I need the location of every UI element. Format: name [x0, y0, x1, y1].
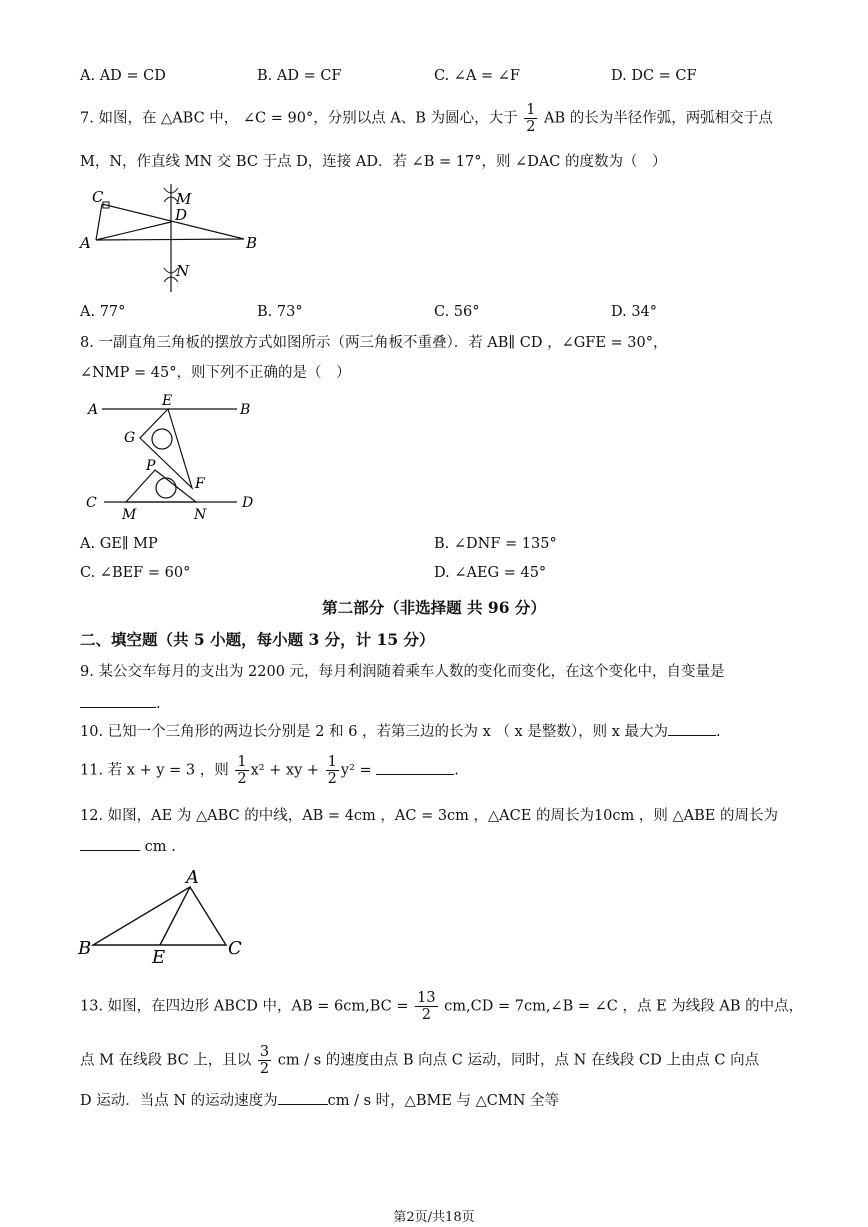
q7-option-d: D. 34° [611, 304, 658, 320]
q8-option-d: D. ∠AEG = 45° [434, 565, 547, 581]
q13-frac2-den: 2 [259, 1061, 270, 1077]
q7-label-b: B [246, 234, 258, 252]
q13-answer-blank [278, 1090, 328, 1105]
q11-text-mid2: y² = [340, 762, 372, 779]
q13-line-3 [80, 1090, 559, 1111]
q13-line-1 [80, 990, 803, 1023]
q8-label-c: C [86, 495, 97, 511]
q6-option-d: D. DC = CF [611, 68, 697, 84]
q7-frac-den: 2 [526, 119, 536, 135]
q13-frac1-den: 2 [421, 1007, 431, 1023]
q13-line3-post: cm / s 时，△BME 与 △CMN 全等 [327, 1093, 560, 1109]
part2-title: 第二部分（非选择题 共 96 分） [322, 598, 546, 617]
q8-figure [82, 392, 272, 524]
q11-frac1-den: 2 [237, 771, 247, 787]
q12-label-a: A [186, 867, 199, 888]
q6-option-a: A. AD = CD [80, 68, 166, 84]
q12-line-1: 12. 如图，AE 为 △ABC 的中线，AB = 4cm ，AC = 3cm ，△ACE 的周长为10cm ，则 △ABE 的周长为 [80, 808, 778, 824]
q12-triangle-abc [93, 887, 226, 945]
q10-end: . [716, 724, 721, 740]
q8-label-e: E [162, 393, 173, 409]
q11-fraction-1 [235, 754, 248, 787]
section2-title: 二、填空题（共 5 小题，每小题 3 分，计 15 分） [80, 630, 435, 649]
q6-option-b: B. AD = CF [257, 68, 342, 84]
q11-end: . [454, 762, 459, 779]
q13-line2-pre: 点 M 在线段 BC 上，且以 [80, 1052, 252, 1069]
q13-frac2-num: 3 [259, 1044, 270, 1060]
q7-label-a: A [80, 234, 91, 252]
q13-text-pre: 13. 如图，在四边形 ABCD 中，AB = 6cm,BC = [80, 998, 409, 1015]
q13-line-2 [80, 1044, 759, 1077]
q7-label-c: C [92, 188, 104, 206]
q6-option-c: C. ∠A = ∠F [434, 68, 520, 84]
q13-line3-pre: D 运动．当点 N 的运动速度为 [80, 1093, 278, 1109]
q13-fraction-2 [258, 1044, 271, 1077]
q8-line-2: ∠NMP = 45°，则下列不正确的是（ ） [80, 365, 351, 381]
q8-option-c: C. ∠BEF = 60° [80, 565, 191, 581]
q7-figure [78, 182, 278, 294]
q12-label-c: C [228, 938, 242, 959]
q8-line-1: 8. 一副直角三角板的摆放方式如图所示（两三角板不重叠）．若 AB∥ CD ，∠GFE = 30°， [80, 335, 668, 351]
q8-label-d: D [242, 495, 254, 511]
q7-option-a: A. 77° [80, 304, 126, 320]
q8-label-a: A [88, 402, 99, 418]
q9-end: . [156, 696, 161, 712]
q11-text-pre: 11. 若 x + y = 3 ，则 [80, 762, 229, 779]
q7-fraction [524, 102, 537, 135]
q10-line [80, 721, 721, 742]
q13-frac1-num: 13 [417, 990, 436, 1006]
q8-hole-upper [152, 429, 172, 449]
q8-label-b: B [240, 402, 251, 418]
q11-fraction-2 [326, 754, 339, 787]
q9-line-1: 9. 某公交车每月的支出为 2200 元，每月利润随着乘车人数的变化而变化，在这个变化中，自变量是 [80, 664, 725, 680]
q8-hole-lower [156, 478, 176, 498]
q11-answer-blank [376, 760, 454, 775]
q8-label-g: G [124, 430, 136, 446]
q12-answer-blank [80, 836, 140, 851]
q7-label-m: M [176, 190, 192, 208]
q12-unit: cm . [144, 839, 176, 855]
q12-label-b: B [78, 938, 92, 959]
q7-frac-num: 1 [526, 102, 536, 118]
q10-answer-blank [668, 721, 716, 736]
q11-frac2-num: 1 [327, 754, 337, 770]
q8-label-f: F [195, 476, 205, 492]
q7-side-ab [96, 239, 244, 240]
q7-line-1 [80, 102, 773, 135]
q9-answer-blank [80, 693, 156, 708]
q10-text: 10. 已知一个三角形的两边长分别是 2 和 6 ，若第三边的长为 x （ x 是整数），则 x 最大为 [80, 724, 668, 740]
q9-line-2 [80, 693, 161, 714]
q8-label-n: N [194, 507, 207, 523]
q12-label-e: E [152, 947, 166, 966]
q7-line-2: M，N，作直线 MN 交 BC 于点 D，连接 AD．若 ∠B = 17°，则 ∠DAC 的度数为（ ） [80, 154, 667, 170]
q7-segment-ad [96, 222, 171, 240]
q11-frac2-den: 2 [327, 771, 337, 787]
q7-side-ac [96, 204, 102, 240]
q8-label-m: M [122, 507, 137, 523]
q13-fraction-1 [415, 990, 437, 1023]
q12-figure [76, 866, 256, 966]
q7-option-c: C. 56° [434, 304, 480, 320]
q11-frac1-num: 1 [237, 754, 247, 770]
q8-option-a: A. GE∥ MP [80, 536, 158, 552]
q7-option-b: B. 73° [257, 304, 303, 320]
q7-label-d: D [175, 206, 188, 224]
q7-label-n: N [176, 262, 190, 280]
q8-label-p: P [146, 458, 156, 474]
q8-option-b: B. ∠DNF = 135° [434, 536, 557, 552]
page-footer: 第2页/共18页 [393, 1210, 475, 1225]
q12-line-2 [80, 836, 176, 857]
q11-text-mid1: x² + xy + [250, 762, 320, 779]
q7-text-pre: 7. 如图，在 △ABC 中， ∠C = 90°，分别以点 A、B 为圆心，大于 [80, 110, 518, 127]
q11-line [80, 754, 459, 787]
q13-line2-post: cm / s 的速度由点 B 向点 C 运动，同时，点 N 在线段 CD 上由点 C 向点 [277, 1052, 760, 1069]
q7-text-post: AB 的长为半径作弧，两弧相交于点 [544, 110, 773, 127]
q13-text-post: cm,CD = 7cm,∠B = ∠C ，点 E 为线段 AB 的中点， [444, 998, 804, 1015]
